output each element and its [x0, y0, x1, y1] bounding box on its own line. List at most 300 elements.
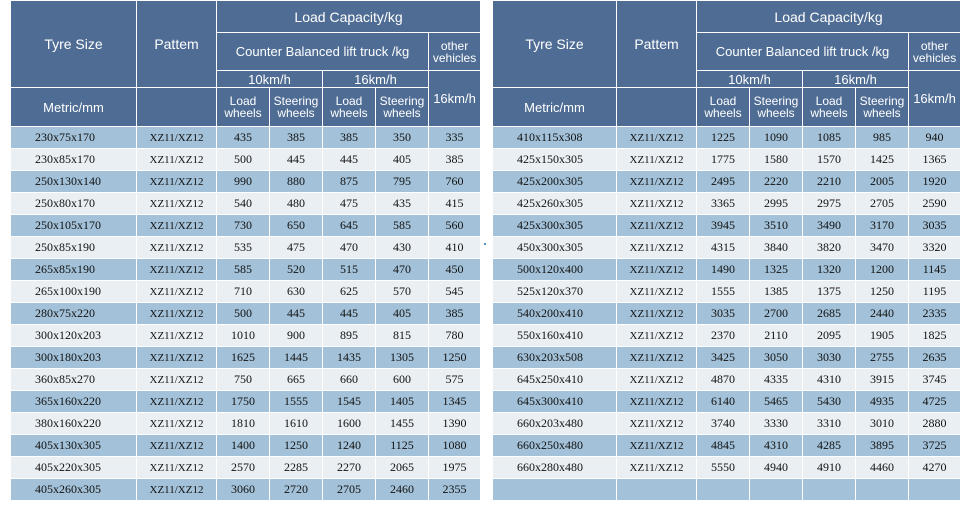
steering-10-cell: 4940 — [750, 457, 803, 479]
load-10-cell: 500 — [217, 149, 270, 171]
steering-10-cell: 2220 — [750, 171, 803, 193]
load-10-cell: 3060 — [217, 479, 270, 501]
load-16-cell: 4910 — [803, 457, 856, 479]
tyre-size-cell: 425x260x305 — [493, 193, 617, 215]
pattern-sub-header — [617, 88, 697, 127]
load-10-cell: 2570 — [217, 457, 270, 479]
load-wheels-header: Load wheels — [697, 88, 750, 127]
load-10-cell — [697, 479, 750, 501]
pattern-cell: XZ11/XZ12 — [137, 281, 217, 303]
tyre-size-cell: 550x160x410 — [493, 325, 617, 347]
table-row — [11, 215, 481, 237]
other-vehicles-header: other vehicles — [909, 33, 960, 71]
tyre-size-cell: 250x130x140 — [11, 171, 137, 193]
load-10-cell: 1490 — [697, 259, 750, 281]
load-10-cell: 5550 — [697, 457, 750, 479]
steering-10-cell: 2285 — [270, 457, 323, 479]
load-16-cell: 2270 — [323, 457, 376, 479]
other-16-cell: 3725 — [909, 435, 960, 457]
pattern-cell: XZ11/XZ12 — [617, 347, 697, 369]
pattern-cell: XZ11/XZ12 — [617, 457, 697, 479]
other-16-cell: 4725 — [909, 391, 960, 413]
steering-16-cell: 1425 — [856, 149, 909, 171]
load-16-cell: 625 — [323, 281, 376, 303]
load-16-cell: 4310 — [803, 369, 856, 391]
load-16-cell: 515 — [323, 259, 376, 281]
load-capacity-header: Load Capacity/kg — [697, 1, 960, 33]
load-16-cell: 1570 — [803, 149, 856, 171]
load-10-cell: 3945 — [697, 215, 750, 237]
other-16-cell: 2880 — [909, 413, 960, 435]
counter-balanced-header: Counter Balanced lift truck /kg — [217, 33, 429, 71]
pattern-cell: XZ11/XZ12 — [137, 237, 217, 259]
table-row — [493, 325, 960, 347]
tyre-size-cell: 525x120x370 — [493, 281, 617, 303]
pattern-cell: XZ11/XZ12 — [137, 303, 217, 325]
tyre-size-cell: 380x160x220 — [11, 413, 137, 435]
load-16-cell: 2210 — [803, 171, 856, 193]
pattern-cell: XZ11/XZ12 — [137, 391, 217, 413]
other-16-cell: 410 — [429, 237, 481, 259]
steering-16-cell: 2705 — [856, 193, 909, 215]
speed-16-other-header: 16km/h — [429, 71, 481, 127]
steering-16-cell — [856, 479, 909, 501]
speed-16-header: 16km/h — [323, 71, 429, 88]
other-16-cell: 1080 — [429, 435, 481, 457]
pattern-header: Pattem — [617, 1, 697, 88]
table-row — [11, 413, 481, 435]
steering-16-cell: 985 — [856, 127, 909, 149]
other-16-cell: 1920 — [909, 171, 960, 193]
tyre-size-cell: 425x150x305 — [493, 149, 617, 171]
counter-balanced-header: Counter Balanced lift truck /kg — [697, 33, 909, 71]
other-16-cell: 1390 — [429, 413, 481, 435]
tyre-table-left — [10, 0, 481, 501]
other-16-cell: 385 — [429, 149, 481, 171]
load-capacity-header: Load Capacity/kg — [217, 1, 481, 33]
table-body-left — [11, 127, 481, 501]
pattern-cell: XZ11/XZ12 — [137, 259, 217, 281]
table-body-right — [493, 127, 960, 501]
pattern-cell: XZ11/XZ12 — [617, 303, 697, 325]
steering-10-cell: 3050 — [750, 347, 803, 369]
other-vehicles-header: other vehicles — [429, 33, 481, 71]
load-wheels-header: Load wheels — [217, 88, 270, 127]
pattern-cell: XZ11/XZ12 — [137, 369, 217, 391]
table-row — [493, 435, 960, 457]
other-16-cell: 3320 — [909, 237, 960, 259]
tyre-size-cell: 405x220x305 — [11, 457, 137, 479]
load-16-cell: 1600 — [323, 413, 376, 435]
load-10-cell: 1225 — [697, 127, 750, 149]
steering-16-cell: 1250 — [856, 281, 909, 303]
other-16-cell: 1195 — [909, 281, 960, 303]
tyre-size-cell: 660x203x480 — [493, 413, 617, 435]
pattern-cell: XZ11/XZ12 — [617, 413, 697, 435]
steering-16-cell: 600 — [376, 369, 429, 391]
load-16-cell: 2975 — [803, 193, 856, 215]
pattern-cell: XZ11/XZ12 — [617, 281, 697, 303]
load-10-cell: 1625 — [217, 347, 270, 369]
steering-16-cell: 3010 — [856, 413, 909, 435]
steering-10-cell: 2720 — [270, 479, 323, 501]
other-16-cell: 760 — [429, 171, 481, 193]
steering-10-cell: 3330 — [750, 413, 803, 435]
load-16-cell: 445 — [323, 149, 376, 171]
steering-16-cell: 405 — [376, 303, 429, 325]
other-16-cell: 575 — [429, 369, 481, 391]
load-16-cell: 2095 — [803, 325, 856, 347]
other-16-cell: 1975 — [429, 457, 481, 479]
other-16-cell: 385 — [429, 303, 481, 325]
table-row — [11, 325, 481, 347]
steering-10-cell: 2700 — [750, 303, 803, 325]
load-10-cell: 2495 — [697, 171, 750, 193]
load-16-cell: 1240 — [323, 435, 376, 457]
tyre-size-cell: 300x120x203 — [11, 325, 137, 347]
table-row — [493, 413, 960, 435]
steering-16-cell: 470 — [376, 259, 429, 281]
table-row — [493, 369, 960, 391]
steering-16-cell: 350 — [376, 127, 429, 149]
pattern-sub-header — [137, 88, 217, 127]
separator-dot — [484, 243, 486, 245]
steering-10-cell: 1610 — [270, 413, 323, 435]
load-10-cell: 990 — [217, 171, 270, 193]
pattern-cell: XZ11/XZ12 — [617, 435, 697, 457]
steering-10-cell: 1385 — [750, 281, 803, 303]
pattern-cell: XZ11/XZ12 — [617, 369, 697, 391]
load-10-cell: 3365 — [697, 193, 750, 215]
load-10-cell: 3425 — [697, 347, 750, 369]
speed-16-header: 16km/h — [803, 71, 909, 88]
other-16-cell: 1345 — [429, 391, 481, 413]
pattern-cell: XZ11/XZ12 — [617, 127, 697, 149]
pattern-cell — [617, 479, 697, 501]
load-16-cell: 3030 — [803, 347, 856, 369]
tyre-size-cell: 425x200x305 — [493, 171, 617, 193]
other-16-cell: 560 — [429, 215, 481, 237]
steering-10-cell: 1325 — [750, 259, 803, 281]
other-16-cell: 4270 — [909, 457, 960, 479]
tyre-size-cell: 265x100x190 — [11, 281, 137, 303]
steering-16-cell: 1200 — [856, 259, 909, 281]
load-16-cell: 645 — [323, 215, 376, 237]
steering-16-cell: 2755 — [856, 347, 909, 369]
load-16-cell: 5430 — [803, 391, 856, 413]
load-16-cell: 1545 — [323, 391, 376, 413]
other-16-cell: 2635 — [909, 347, 960, 369]
table-row — [11, 435, 481, 457]
table-row — [11, 369, 481, 391]
pattern-cell: XZ11/XZ12 — [617, 193, 697, 215]
table-row — [493, 149, 960, 171]
table-row — [11, 259, 481, 281]
steering-10-cell: 630 — [270, 281, 323, 303]
load-16-cell: 660 — [323, 369, 376, 391]
tyre-size-cell: 300x180x203 — [11, 347, 137, 369]
steering-16-cell: 2065 — [376, 457, 429, 479]
pattern-cell: XZ11/XZ12 — [617, 259, 697, 281]
load-16-cell: 475 — [323, 193, 376, 215]
metric-header: Metric/mm — [11, 88, 137, 127]
tyre-size-cell: 405x130x305 — [11, 435, 137, 457]
table-row — [11, 237, 481, 259]
pattern-cell: XZ11/XZ12 — [617, 149, 697, 171]
load-16-cell: 1375 — [803, 281, 856, 303]
load-10-cell: 3740 — [697, 413, 750, 435]
pattern-cell: XZ11/XZ12 — [617, 215, 697, 237]
steering-16-cell: 405 — [376, 149, 429, 171]
pattern-cell: XZ11/XZ12 — [137, 215, 217, 237]
load-16-cell: 2705 — [323, 479, 376, 501]
other-16-cell: 2335 — [909, 303, 960, 325]
other-16-cell: 2590 — [909, 193, 960, 215]
load-10-cell: 3035 — [697, 303, 750, 325]
load-16-cell: 470 — [323, 237, 376, 259]
steering-16-cell: 585 — [376, 215, 429, 237]
load-10-cell: 1775 — [697, 149, 750, 171]
table-row — [493, 127, 960, 149]
pattern-cell: XZ11/XZ12 — [617, 237, 697, 259]
load-16-cell: 3820 — [803, 237, 856, 259]
tyre-size-cell: 660x280x480 — [493, 457, 617, 479]
pattern-cell: XZ11/XZ12 — [617, 325, 697, 347]
steering-16-cell: 2460 — [376, 479, 429, 501]
table-row — [493, 347, 960, 369]
load-10-cell: 585 — [217, 259, 270, 281]
tyre-size-cell: 410x115x308 — [493, 127, 617, 149]
tyre-size-cell: 450x300x305 — [493, 237, 617, 259]
steering-16-cell: 3895 — [856, 435, 909, 457]
table-row — [11, 281, 481, 303]
pattern-cell: XZ11/XZ12 — [137, 435, 217, 457]
load-wheels-header: Load wheels — [323, 88, 376, 127]
steering-16-cell: 795 — [376, 171, 429, 193]
steering-10-cell: 3840 — [750, 237, 803, 259]
steering-10-cell: 1250 — [270, 435, 323, 457]
table-row — [11, 171, 481, 193]
pattern-cell: XZ11/XZ12 — [137, 127, 217, 149]
other-16-cell: 3745 — [909, 369, 960, 391]
load-10-cell: 6140 — [697, 391, 750, 413]
tyre-size-header: Tyre Size — [493, 1, 617, 88]
other-16-cell: 940 — [909, 127, 960, 149]
steering-16-cell: 815 — [376, 325, 429, 347]
load-10-cell: 500 — [217, 303, 270, 325]
load-16-cell — [803, 479, 856, 501]
table-row — [493, 303, 960, 325]
tyre-size-cell — [493, 479, 617, 501]
tyre-size-cell: 250x80x170 — [11, 193, 137, 215]
other-16-cell: 450 — [429, 259, 481, 281]
table-row — [11, 193, 481, 215]
steering-16-cell: 1125 — [376, 435, 429, 457]
load-16-cell: 1320 — [803, 259, 856, 281]
tyre-size-cell: 365x160x220 — [11, 391, 137, 413]
steering-10-cell — [750, 479, 803, 501]
table-row — [11, 347, 481, 369]
steering-10-cell: 445 — [270, 303, 323, 325]
table-row — [493, 457, 960, 479]
steering-16-cell: 1405 — [376, 391, 429, 413]
steering-10-cell: 385 — [270, 127, 323, 149]
pattern-cell: XZ11/XZ12 — [137, 171, 217, 193]
tyre-size-cell: 405x260x305 — [11, 479, 137, 501]
tyre-size-cell: 500x120x400 — [493, 259, 617, 281]
tyre-size-cell: 425x300x305 — [493, 215, 617, 237]
steering-10-cell: 3510 — [750, 215, 803, 237]
steering-16-cell: 2005 — [856, 171, 909, 193]
tyre-size-header: Tyre Size — [11, 1, 137, 88]
load-16-cell: 445 — [323, 303, 376, 325]
speed-16-other-header: 16km/h — [909, 71, 960, 127]
steering-10-cell: 520 — [270, 259, 323, 281]
table-row — [493, 259, 960, 281]
load-10-cell: 435 — [217, 127, 270, 149]
steering-16-cell: 1455 — [376, 413, 429, 435]
table-row — [493, 479, 960, 501]
tyre-size-cell: 265x85x190 — [11, 259, 137, 281]
steering-10-cell: 1580 — [750, 149, 803, 171]
table-row — [11, 479, 481, 501]
load-10-cell: 750 — [217, 369, 270, 391]
load-10-cell: 1810 — [217, 413, 270, 435]
load-10-cell: 1010 — [217, 325, 270, 347]
steering-16-cell: 4460 — [856, 457, 909, 479]
pattern-cell: XZ11/XZ12 — [137, 479, 217, 501]
load-16-cell: 385 — [323, 127, 376, 149]
steering-16-cell: 1305 — [376, 347, 429, 369]
table-row — [493, 215, 960, 237]
steering-10-cell: 1445 — [270, 347, 323, 369]
load-10-cell: 540 — [217, 193, 270, 215]
load-16-cell: 1085 — [803, 127, 856, 149]
steering-16-cell: 570 — [376, 281, 429, 303]
tyre-size-cell: 645x250x410 — [493, 369, 617, 391]
pattern-header: Pattem — [137, 1, 217, 88]
other-16-cell: 1825 — [909, 325, 960, 347]
table-row — [11, 127, 481, 149]
load-10-cell: 2370 — [697, 325, 750, 347]
other-16-cell — [909, 479, 960, 501]
other-16-cell: 3035 — [909, 215, 960, 237]
table-row — [493, 237, 960, 259]
load-10-cell: 730 — [217, 215, 270, 237]
load-16-cell: 2685 — [803, 303, 856, 325]
table-row — [493, 281, 960, 303]
steering-16-cell: 1905 — [856, 325, 909, 347]
load-wheels-header: Load wheels — [803, 88, 856, 127]
steering-10-cell: 445 — [270, 149, 323, 171]
steering-10-cell: 665 — [270, 369, 323, 391]
steering-16-cell: 430 — [376, 237, 429, 259]
other-16-cell: 2355 — [429, 479, 481, 501]
pattern-cell: XZ11/XZ12 — [617, 391, 697, 413]
steering-10-cell: 475 — [270, 237, 323, 259]
load-10-cell: 4845 — [697, 435, 750, 457]
steering-10-cell: 5465 — [750, 391, 803, 413]
pattern-cell: XZ11/XZ12 — [137, 325, 217, 347]
speed-10-header: 10km/h — [697, 71, 803, 88]
steering-wheels-header: Steering wheels — [750, 88, 803, 127]
steering-10-cell: 2995 — [750, 193, 803, 215]
tyre-size-cell: 360x85x270 — [11, 369, 137, 391]
table-row — [11, 303, 481, 325]
tyre-size-cell: 230x75x170 — [11, 127, 137, 149]
other-16-cell: 415 — [429, 193, 481, 215]
steering-16-cell: 3915 — [856, 369, 909, 391]
speed-10-header: 10km/h — [217, 71, 323, 88]
load-16-cell: 3490 — [803, 215, 856, 237]
table-row — [493, 391, 960, 413]
other-16-cell: 545 — [429, 281, 481, 303]
pattern-cell: XZ11/XZ12 — [137, 347, 217, 369]
tyre-size-cell: 230x85x170 — [11, 149, 137, 171]
load-10-cell: 1400 — [217, 435, 270, 457]
pattern-cell: XZ11/XZ12 — [137, 193, 217, 215]
load-10-cell: 535 — [217, 237, 270, 259]
load-16-cell: 1435 — [323, 347, 376, 369]
metric-header: Metric/mm — [493, 88, 617, 127]
other-16-cell: 1145 — [909, 259, 960, 281]
tyre-size-cell: 280x75x220 — [11, 303, 137, 325]
pattern-cell: XZ11/XZ12 — [617, 171, 697, 193]
tyre-size-cell: 540x200x410 — [493, 303, 617, 325]
steering-wheels-header: Steering wheels — [376, 88, 429, 127]
tyre-size-cell: 660x250x480 — [493, 435, 617, 457]
steering-10-cell: 4310 — [750, 435, 803, 457]
table-row — [11, 457, 481, 479]
pattern-cell: XZ11/XZ12 — [137, 457, 217, 479]
steering-wheels-header: Steering wheels — [270, 88, 323, 127]
load-16-cell: 875 — [323, 171, 376, 193]
other-16-cell: 335 — [429, 127, 481, 149]
table-row — [11, 391, 481, 413]
load-10-cell: 1555 — [697, 281, 750, 303]
steering-16-cell: 4935 — [856, 391, 909, 413]
load-16-cell: 4285 — [803, 435, 856, 457]
other-16-cell: 780 — [429, 325, 481, 347]
steering-16-cell: 2440 — [856, 303, 909, 325]
tyre-size-cell: 630x203x508 — [493, 347, 617, 369]
other-16-cell: 1250 — [429, 347, 481, 369]
load-16-cell: 895 — [323, 325, 376, 347]
table-row — [493, 193, 960, 215]
tyre-size-cell: 250x105x170 — [11, 215, 137, 237]
steering-10-cell: 2110 — [750, 325, 803, 347]
steering-10-cell: 480 — [270, 193, 323, 215]
steering-16-cell: 3170 — [856, 215, 909, 237]
steering-wheels-header: Steering wheels — [856, 88, 909, 127]
table-row — [11, 149, 481, 171]
pattern-cell: XZ11/XZ12 — [137, 149, 217, 171]
steering-10-cell: 900 — [270, 325, 323, 347]
steering-10-cell: 4335 — [750, 369, 803, 391]
steering-16-cell: 435 — [376, 193, 429, 215]
load-16-cell: 3310 — [803, 413, 856, 435]
load-10-cell: 1750 — [217, 391, 270, 413]
tyre-size-cell: 250x85x190 — [11, 237, 137, 259]
steering-16-cell: 3470 — [856, 237, 909, 259]
other-16-cell: 1365 — [909, 149, 960, 171]
load-10-cell: 4315 — [697, 237, 750, 259]
load-10-cell: 4870 — [697, 369, 750, 391]
pattern-cell: XZ11/XZ12 — [137, 413, 217, 435]
load-10-cell: 710 — [217, 281, 270, 303]
steering-10-cell: 650 — [270, 215, 323, 237]
table-row — [493, 171, 960, 193]
